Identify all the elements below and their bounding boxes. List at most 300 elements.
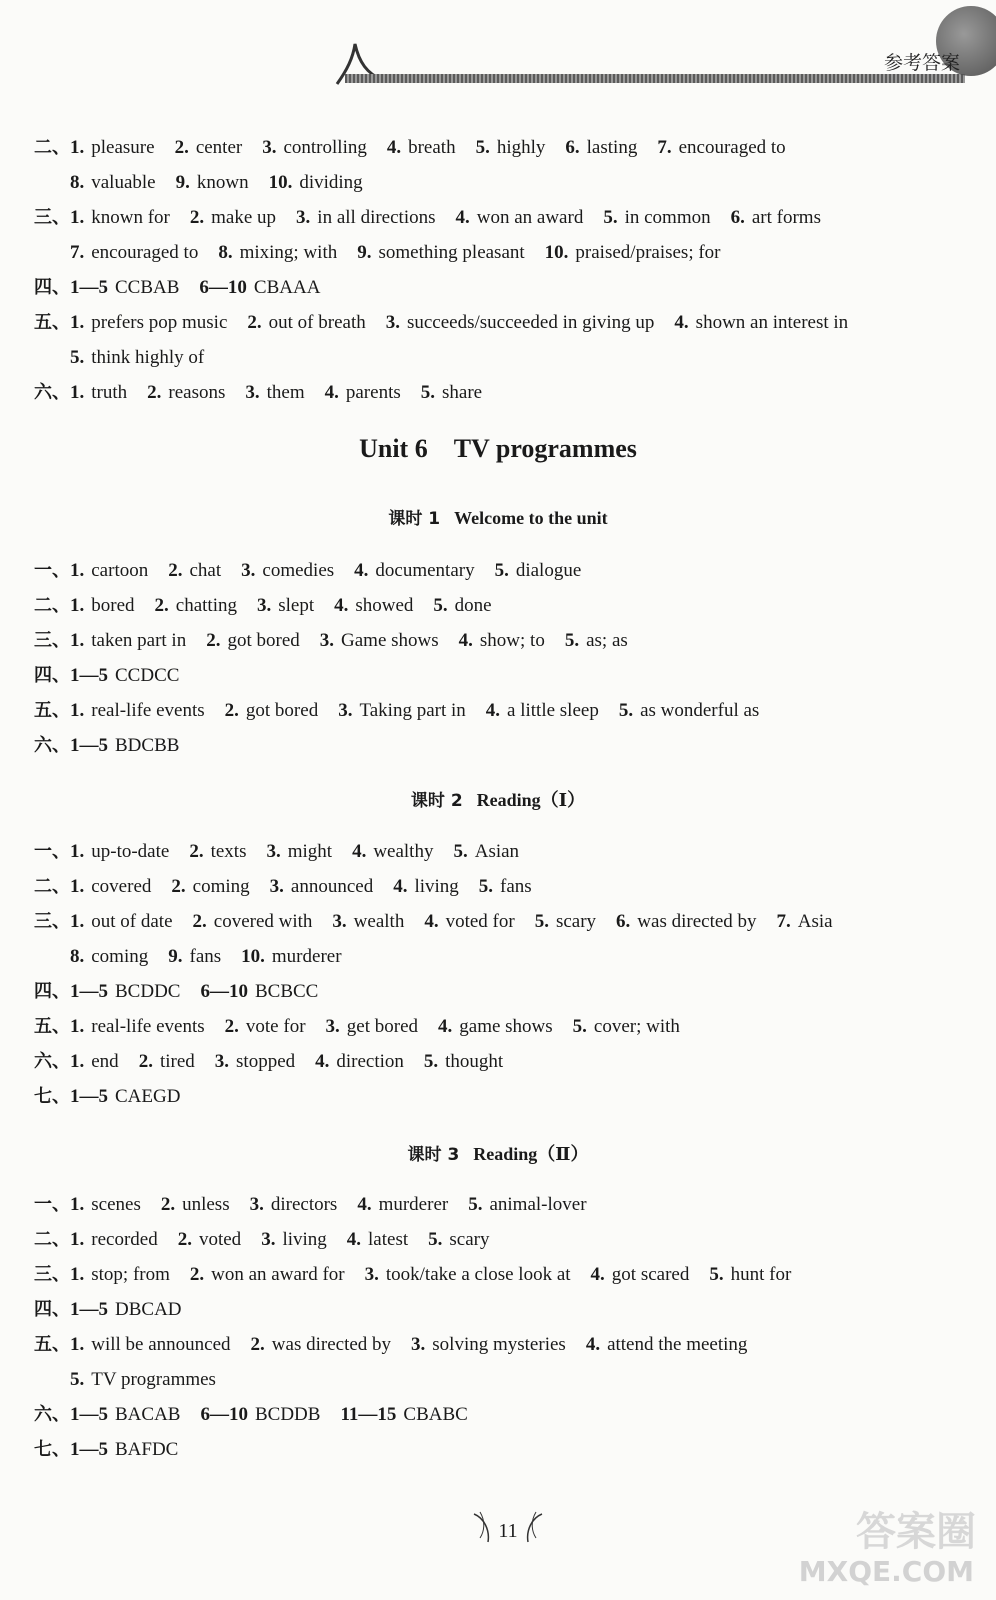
answer-number: 8.: [218, 242, 233, 263]
answer-number: 4.: [315, 1051, 330, 1072]
answer-text: cover; with: [593, 1016, 680, 1037]
answer-number: 7.: [70, 242, 85, 263]
answer-number: 3.: [296, 207, 311, 228]
answer-text: slept: [278, 595, 315, 616]
answer-text: texts: [210, 841, 247, 862]
answer-line: [34, 875, 552, 899]
answer-line: [34, 311, 868, 335]
answer-item: [326, 1015, 418, 1039]
answer-text: out of date: [91, 911, 173, 932]
answer-text: up-to-date: [91, 841, 170, 862]
answer-text: art forms: [751, 207, 821, 228]
answer-line: [34, 594, 512, 618]
answer-item: [70, 980, 180, 1004]
answer-text: won an award: [476, 207, 584, 228]
answer-number: 3.: [332, 911, 347, 932]
answer-item: [354, 559, 474, 583]
answer-item: [70, 1403, 180, 1427]
answer-number: 7.: [776, 911, 791, 932]
answer-text: breath: [408, 137, 456, 158]
answer-text: BAFDC: [115, 1439, 179, 1460]
answer-text: BACAB: [115, 1404, 181, 1425]
answer-text: CCDCC: [115, 665, 180, 686]
answer-text: think highly of: [91, 347, 205, 368]
answer-number: 1.: [70, 911, 85, 932]
answer-number: 1—5: [70, 1404, 108, 1425]
answer-number: 6—10: [200, 981, 248, 1002]
answer-number: 8.: [70, 172, 85, 193]
answer-number: 2.: [174, 137, 189, 158]
answer-item: [178, 1228, 241, 1252]
answer-number: 10.: [241, 946, 265, 967]
answer-number: 4.: [357, 1194, 372, 1215]
answer-item: [70, 1193, 141, 1217]
answer-item: [315, 1050, 404, 1074]
answer-line: [34, 276, 340, 300]
answer-line: [34, 559, 601, 583]
answer-item: [334, 594, 413, 618]
question-section-mark: 七、: [34, 1439, 70, 1460]
answer-number: 5.: [423, 1051, 439, 1072]
page-number: 11: [498, 1520, 518, 1542]
answer-text: CAEGD: [115, 1086, 181, 1107]
question-section-mark: 四、: [34, 665, 70, 686]
answer-item: [365, 1263, 571, 1287]
answer-item: [270, 875, 374, 899]
answer-item: [247, 311, 365, 335]
answer-line: [70, 241, 741, 265]
question-section-mark: 七、: [34, 1086, 70, 1107]
answer-item: [428, 1228, 489, 1252]
answer-number: 3.: [269, 876, 284, 897]
answer-number: 1—5: [70, 1439, 108, 1460]
answer-number: 3.: [411, 1334, 426, 1355]
answer-text: lasting: [586, 137, 638, 158]
answer-item: [421, 381, 482, 405]
header-label: 参考答案: [883, 52, 960, 74]
answer-text: DBCAD: [115, 1299, 182, 1320]
answer-text: voted: [198, 1229, 242, 1250]
answer-line: [34, 840, 539, 864]
answer-item: [241, 945, 341, 969]
answer-text: mixing; with: [239, 242, 338, 263]
answer-number: 4.: [386, 137, 402, 158]
answer-text: BDCBB: [115, 735, 180, 756]
answer-number: 4.: [354, 560, 369, 581]
answer-number: 4.: [590, 1264, 605, 1285]
answer-text: reasons: [168, 382, 226, 403]
answer-item: [545, 241, 721, 265]
answer-text: parents: [345, 382, 401, 403]
answer-item: [70, 699, 205, 723]
answer-text: get bored: [346, 1016, 419, 1037]
answer-item: [70, 1298, 182, 1322]
question-section-mark: 四、: [34, 277, 70, 298]
answer-item: [424, 910, 514, 934]
answer-item: [70, 1015, 205, 1039]
answer-number: 1.: [70, 312, 85, 333]
answer-number: 4.: [352, 841, 367, 862]
watermark-url: MXQE.COM: [798, 1555, 974, 1588]
answer-text: Game shows: [341, 630, 439, 651]
page-header: [0, 0, 996, 100]
answer-item: [70, 664, 179, 688]
answer-text: real-life events: [91, 1016, 205, 1037]
lesson-number: 课时 3: [407, 1145, 460, 1165]
answer-text: was directed by: [271, 1334, 392, 1355]
answer-number: 5.: [453, 841, 468, 862]
question-section-mark: 五、: [34, 312, 70, 333]
answer-item: [206, 629, 300, 653]
answer-number: 11—15: [340, 1404, 397, 1425]
answer-number: 9.: [357, 242, 372, 263]
answer-text: truth: [91, 382, 128, 403]
answer-item: [433, 594, 491, 618]
answer-line: [34, 1050, 523, 1074]
answer-text: cartoon: [91, 560, 149, 581]
answer-number: 2.: [189, 841, 204, 862]
answer-number: 1.: [70, 1229, 85, 1250]
answer-number: 5.: [468, 1194, 483, 1215]
answer-line: [34, 1228, 509, 1252]
answer-number: 2.: [147, 382, 162, 403]
answer-item: [70, 559, 148, 583]
question-section-mark: 三、: [34, 207, 70, 228]
answer-text: covered: [91, 876, 152, 897]
answer-item: [190, 1263, 345, 1287]
answer-text: pleasure: [91, 137, 155, 158]
answer-item: [619, 699, 760, 723]
answer-text: voted for: [445, 911, 515, 932]
answer-item: [70, 311, 227, 335]
answer-text: CCBAB: [115, 277, 180, 298]
answer-item: [161, 1193, 230, 1217]
answer-number: 2.: [177, 1229, 192, 1250]
answer-item: [70, 1438, 178, 1462]
answer-number: 1—5: [70, 735, 108, 756]
answer-item: [257, 594, 314, 618]
answer-number: 3.: [241, 560, 256, 581]
answer-item: [424, 1050, 503, 1074]
answer-text: murderer: [271, 946, 342, 967]
answer-item: [709, 1263, 791, 1287]
answer-text: as wonderful as: [640, 700, 760, 721]
answer-text: in common: [624, 207, 711, 228]
answer-text: living: [414, 876, 459, 897]
answer-text: tired: [159, 1051, 195, 1072]
answer-item: [565, 629, 628, 653]
answer-item: [70, 875, 151, 899]
answer-text: out of breath: [268, 312, 366, 333]
answer-text: took/take a close look at: [385, 1264, 571, 1285]
answer-item: [731, 206, 821, 230]
answer-number: 5.: [428, 1229, 443, 1250]
answer-line: [34, 1085, 200, 1109]
answer-number: 1—5: [70, 277, 108, 298]
answer-text: a little sleep: [507, 700, 599, 721]
answer-text: unless: [182, 1194, 230, 1215]
answer-text: covered with: [213, 911, 313, 932]
answer-item: [603, 206, 710, 230]
answer-number: 3.: [325, 1016, 340, 1037]
answer-number: 3.: [385, 312, 400, 333]
answer-text: latest: [368, 1229, 409, 1250]
answer-number: 5.: [70, 1369, 85, 1390]
question-section-mark: 四、: [34, 981, 70, 1002]
answer-text: dividing: [299, 172, 363, 193]
answer-number: 5.: [70, 347, 85, 368]
answer-item: [338, 699, 466, 723]
answer-text: Taking part in: [359, 700, 466, 721]
answer-text: valuable: [91, 172, 156, 193]
question-section-mark: 二、: [34, 137, 70, 158]
answer-text: got bored: [227, 630, 300, 651]
answer-text: controlling: [283, 137, 367, 158]
answer-text: stop; from: [91, 1264, 170, 1285]
answer-text: show; to: [479, 630, 545, 651]
answer-text: announced: [290, 876, 374, 897]
answer-number: 5.: [618, 700, 634, 721]
answer-number: 4.: [585, 1334, 601, 1355]
question-section-mark: 六、: [34, 382, 70, 403]
answer-text: stopped: [236, 1051, 296, 1072]
answer-text: will be announced: [91, 1334, 231, 1355]
answer-text: won an award for: [211, 1264, 345, 1285]
header-rule: [345, 74, 965, 83]
answer-text: make up: [211, 207, 277, 228]
answer-number: 2.: [206, 630, 221, 651]
answer-number: 4.: [485, 700, 501, 721]
answer-line: [34, 206, 841, 230]
question-section-mark: 六、: [34, 1404, 70, 1425]
answer-item: [325, 381, 401, 405]
answer-item: [189, 840, 246, 864]
answer-text: real-life events: [91, 700, 205, 721]
answer-item: [225, 699, 319, 723]
answer-text: prefers pop music: [91, 312, 228, 333]
answer-item: [70, 206, 170, 230]
lesson-title: [0, 1140, 996, 1166]
answer-line: [34, 1263, 811, 1287]
answer-item: [386, 311, 655, 335]
answer-item: [476, 136, 546, 160]
answer-line: [70, 1368, 236, 1392]
lesson-number: 课时 1: [388, 509, 441, 529]
answer-item: [218, 241, 337, 265]
answer-item: [245, 381, 304, 405]
question-section-mark: 五、: [34, 1016, 70, 1037]
answer-text: wealth: [353, 911, 405, 932]
question-section-mark: 一、: [34, 560, 70, 581]
answer-number: 4.: [438, 1016, 453, 1037]
answer-item: [387, 136, 456, 160]
answer-number: 1.: [70, 595, 85, 616]
answer-item: [266, 840, 332, 864]
answer-line: [34, 1298, 202, 1322]
question-section-mark: 二、: [34, 1229, 70, 1250]
question-section-mark: 三、: [34, 911, 70, 932]
question-section-mark: 二、: [34, 595, 70, 616]
answer-number: 1.: [70, 630, 85, 651]
answer-number: 3.: [262, 137, 277, 158]
answer-line: [70, 171, 383, 195]
answer-item: [199, 276, 320, 300]
answer-item: [456, 206, 584, 230]
question-section-mark: 五、: [34, 1334, 70, 1355]
answer-number: 2.: [160, 1194, 176, 1215]
answer-number: 7.: [657, 137, 672, 158]
answer-item: [200, 980, 318, 1004]
answer-item: [190, 206, 276, 230]
answer-text: chatting: [175, 595, 237, 616]
answer-item: [250, 1193, 338, 1217]
answer-number: 2.: [154, 595, 169, 616]
answer-item: [438, 1015, 553, 1039]
answer-text: coming: [192, 876, 250, 897]
answer-number: 2.: [138, 1051, 153, 1072]
question-section-mark: 三、: [34, 1264, 70, 1285]
answer-item: [616, 910, 756, 934]
answer-item: [70, 594, 135, 618]
answer-number: 3.: [364, 1264, 379, 1285]
answer-number: 5.: [420, 382, 435, 403]
answer-line: [34, 136, 806, 160]
answer-number: 5.: [572, 1016, 587, 1037]
answer-item: [175, 136, 243, 160]
answer-item: [215, 1050, 295, 1074]
answer-item: [176, 171, 249, 195]
answer-number: 3.: [261, 1229, 276, 1250]
answer-item: [565, 136, 637, 160]
answer-item: [70, 171, 156, 195]
answer-item: [225, 1015, 306, 1039]
answer-number: 4.: [424, 911, 439, 932]
answer-number: 5.: [433, 595, 448, 616]
answer-number: 6.: [565, 137, 580, 158]
answer-number: 1.: [70, 207, 85, 228]
lesson-title: [0, 786, 996, 812]
answer-number: 6—10: [200, 1404, 248, 1425]
answer-text: solving mysteries: [432, 1334, 566, 1355]
answer-item: [674, 311, 848, 335]
answer-text: highly: [496, 137, 546, 158]
question-section-mark: 四、: [34, 1299, 70, 1320]
unit-title: Unit 6 TV programmes: [359, 434, 637, 463]
answer-number: 9.: [168, 946, 183, 967]
answer-text: praised/praises; for: [575, 242, 721, 263]
answer-item: [586, 1333, 748, 1357]
answer-text: might: [287, 841, 333, 862]
answer-number: 10.: [544, 242, 569, 263]
answer-line: [70, 346, 224, 370]
lesson-name: Reading（Ⅱ）: [473, 1144, 589, 1164]
answer-number: 1.: [70, 1194, 85, 1215]
answer-number: 1.: [70, 1264, 85, 1285]
answer-text: animal-lover: [489, 1194, 587, 1215]
answer-item: [468, 1193, 586, 1217]
question-section-mark: 三、: [34, 630, 70, 651]
answer-number: 4.: [455, 207, 470, 228]
answer-number: 1—5: [70, 665, 108, 686]
answer-item: [70, 945, 148, 969]
answer-text: done: [454, 595, 492, 616]
answer-text: directors: [270, 1194, 338, 1215]
answer-number: 2.: [247, 312, 262, 333]
answer-number: 4.: [324, 382, 339, 403]
question-section-mark: 一、: [34, 841, 70, 862]
answer-number: 3.: [319, 630, 335, 651]
answer-text: CBAAA: [253, 277, 321, 298]
answer-text: scenes: [91, 1194, 141, 1215]
answer-item: [70, 910, 173, 934]
answer-number: 2.: [224, 1016, 239, 1037]
answer-item: [147, 381, 225, 405]
answer-text: got bored: [245, 700, 319, 721]
answer-line: [34, 1403, 488, 1427]
answer-text: murderer: [378, 1194, 449, 1215]
answer-item: [70, 840, 169, 864]
answer-item: [411, 1333, 566, 1357]
answer-text: Asia: [797, 911, 833, 932]
answer-item: [479, 875, 532, 899]
answer-text: fans: [500, 876, 532, 897]
answer-text: TV programmes: [91, 1369, 216, 1390]
answer-line: [34, 381, 502, 405]
answer-item: [251, 1333, 391, 1357]
answer-text: chat: [189, 560, 222, 581]
answer-number: 1.: [70, 137, 85, 158]
question-section-mark: 六、: [34, 735, 70, 756]
answer-item: [70, 241, 198, 265]
answer-number: 4.: [334, 595, 349, 616]
answer-number: 4.: [458, 630, 473, 651]
answer-item: [171, 875, 249, 899]
answer-number: 3.: [338, 700, 353, 721]
answer-line: [34, 1015, 700, 1039]
answer-line: [34, 1193, 607, 1217]
answer-text: coming: [91, 946, 149, 967]
answer-item: [657, 136, 785, 160]
answer-text: CBABC: [403, 1404, 468, 1425]
answer-line: [34, 699, 779, 723]
answer-item: [495, 559, 582, 583]
answer-number: 5.: [534, 911, 549, 932]
lesson-name: Reading（Ⅰ）: [476, 790, 586, 810]
answer-number: 5.: [709, 1264, 724, 1285]
answer-number: 6.: [730, 207, 745, 228]
answer-text: wealthy: [373, 841, 434, 862]
answer-item: [535, 910, 596, 934]
answer-text: scary: [449, 1229, 490, 1250]
answer-item: [70, 734, 179, 758]
answer-text: share: [442, 382, 483, 403]
answer-number: 4.: [346, 1229, 362, 1250]
answer-line: [34, 910, 853, 934]
answer-line: [34, 980, 338, 1004]
answer-number: 6—10: [199, 277, 247, 298]
answer-item: [70, 1085, 180, 1109]
answer-item: [262, 136, 367, 160]
answer-number: 1—5: [70, 981, 108, 1002]
answer-number: 1.: [70, 841, 85, 862]
question-section-mark: 五、: [34, 700, 70, 721]
answer-item: [155, 594, 237, 618]
answer-number: 6.: [616, 911, 631, 932]
answer-line: [34, 1333, 767, 1357]
answer-text: bored: [91, 595, 135, 616]
answer-number: 5.: [603, 207, 618, 228]
answer-item: [70, 1228, 158, 1252]
